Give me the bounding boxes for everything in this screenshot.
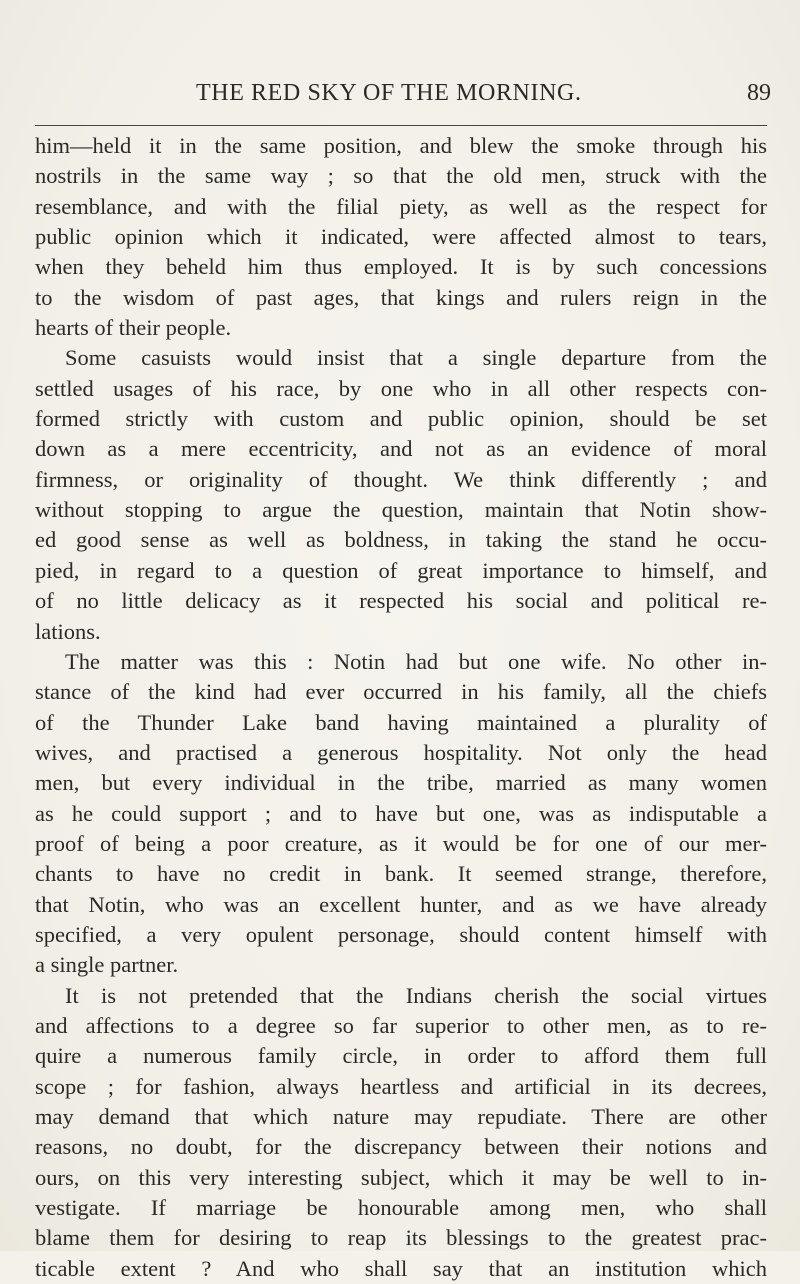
text-line: of the Thunder Lake band having maintained a plurality of: [35, 709, 767, 735]
text-line: scope ; for fashion, always heartless and artificial in its decrees,: [35, 1073, 767, 1099]
text-line: hearts of their people.: [35, 315, 232, 341]
text-line: ours, on this very interesting subject, which it may be well to in-: [35, 1164, 767, 1190]
text-line: reasons, no doubt, for the discrepancy between their notions and: [35, 1134, 767, 1160]
text-line: blame them for desiring to reap its blessings to the greatest prac-: [35, 1225, 767, 1251]
page-number: 89: [747, 80, 771, 106]
text-line: settled usages of his race, by one who in all other respects con-: [35, 375, 767, 401]
text-line: It is not pretended that the Indians cherish the social virtues: [65, 982, 767, 1008]
text-line: ticable extent ? And who shall say that an institution which: [35, 1255, 767, 1281]
body-text: [35, 131, 767, 1284]
text-line: proof of being a poor creature, as it would be for one of our mer-: [35, 830, 767, 856]
text-line: vestigate. If marriage be honourable among men, who shall: [35, 1195, 767, 1221]
running-title: THE RED SKY OF THE MORNING.: [196, 80, 582, 106]
text-line: quire a numerous family circle, in order to afford them full: [35, 1043, 767, 1069]
text-line: wives, and practised a generous hospitality. Not only the head: [35, 739, 767, 765]
text-line: ed good sense as well as boldness, in taking the stand he occu-: [35, 527, 767, 553]
text-line: and affections to a degree so far superior to other men, as to re-: [35, 1012, 767, 1038]
text-line: a single partner.: [35, 952, 179, 978]
header-rule: [35, 125, 767, 126]
text-line: without stopping to argue the question, maintain that Notin show-: [35, 497, 767, 523]
text-line: formed strictly with custom and public opinion, should be set: [35, 406, 767, 432]
text-line: specified, a very opulent personage, should content himself with: [35, 921, 767, 947]
text-line: may demand that which nature may repudiate. There are other: [35, 1104, 767, 1129]
text-line: firmness, or originality of thought. We think differently ; and: [35, 466, 767, 492]
text-line: pied, in regard to a question of great importance to himself, and: [35, 557, 767, 583]
text-line: The matter was this : Notin had but one wife. No other in-: [65, 648, 767, 674]
text-line: lations.: [35, 618, 101, 644]
text-line: that Notin, who was an excellent hunter, and as we have already: [35, 891, 767, 917]
text-line: to the wisdom of past ages, that kings and rulers reign in the: [35, 284, 767, 310]
text-line: resemblance, and with the filial piety, as well as the respect for: [35, 193, 767, 219]
text-line: men, but every individual in the tribe, married as many women: [35, 770, 767, 796]
running-head: [196, 80, 771, 116]
text-line: nostrils in the same way ; so that the old men, struck with the: [35, 163, 767, 189]
text-line: chants to have no credit in bank. It seemed strange, therefore,: [35, 861, 767, 887]
text-line: as he could support ; and to have but one, was as indisputable a: [35, 800, 767, 826]
text-line: public opinion which it indicated, were affected almost to tears,: [35, 224, 767, 250]
text-line: down as a mere eccentricity, and not as an evidence of moral: [35, 436, 767, 462]
text-line: stance of the kind had ever occurred in his family, all the chiefs: [35, 679, 767, 705]
text-line: of no little delicacy as it respected his social and political re-: [35, 588, 767, 614]
text-line: him—held it in the same position, and blew the smoke through his: [35, 133, 767, 158]
text-line: Some casuists would insist that a single departure from the: [65, 345, 767, 371]
text-line: when they beheld him thus employed. It is by such concessions: [35, 254, 767, 280]
